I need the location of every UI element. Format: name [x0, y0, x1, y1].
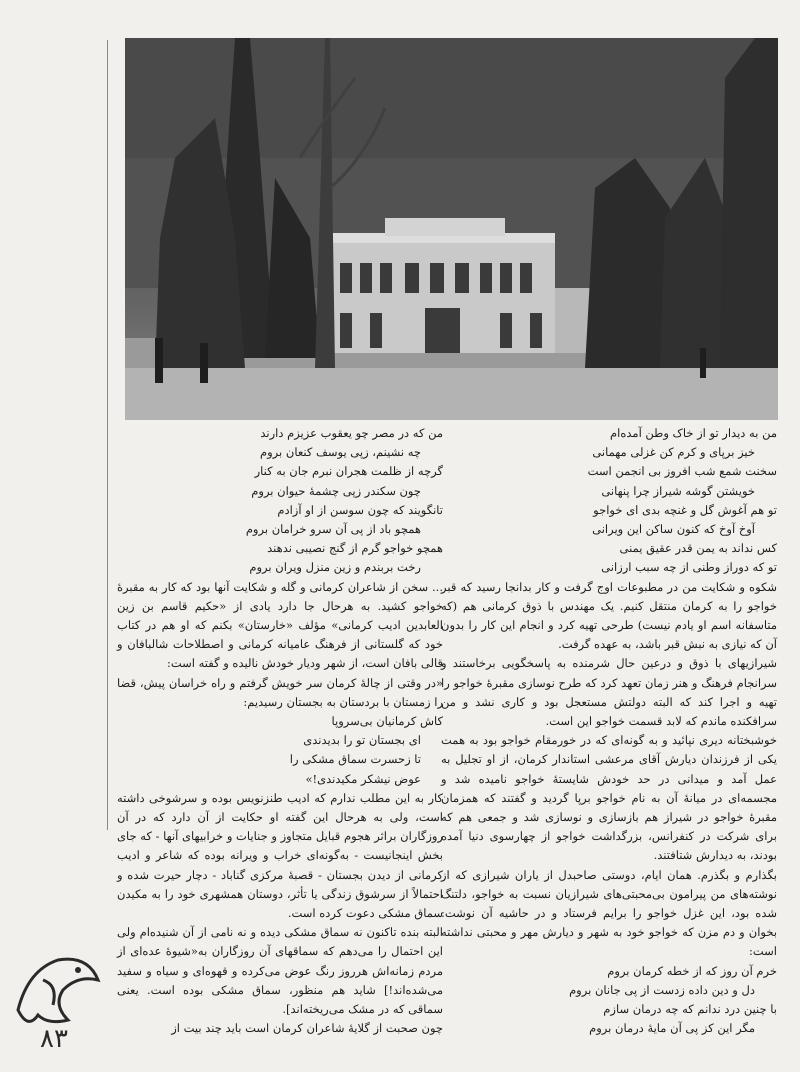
verse-line: عوض نیشکر مکیدندی!»	[305, 771, 421, 786]
paragraph: چون صحبت از گلایهٔ شاعران کرمان است باید چند بیت از	[171, 1021, 443, 1036]
paragraph: «در وقتی از چالهٔ کرمان سر خویش گرفتم و راه خراسان پیش، قضا را زمستان با بردستان به بجستان رسیدیم:	[117, 675, 443, 709]
paragraph: شکوه و شکایت من در مطبوعات اوج گرفت و کار بدانجا رسید که قبر خواجو را به کرمان منتقل کنیم. یک مهندس با ذوق کرمانی هم (که متاسفانه اسم او یادم نیست) طرحی تهیه کرد و انجام این کار را بدون آن که نیازی به نبش قبر باشد، به عهده گرفت.	[441, 579, 777, 652]
verse-line: با چنین درد ندانم که چه درمان سازم	[603, 1002, 777, 1017]
verse-line: کاش کرمانیان بی‌سروپا	[331, 714, 443, 729]
verse-line: تانگویند که چون سوسن از او آزادم	[277, 502, 443, 517]
verse-line: تو هم آغوش گل و غنچه بدی ای خواجو	[593, 502, 777, 517]
verse-line: من به دیدار تو از خاک وطن آمده‌ام	[610, 426, 777, 440]
verse-line: خیز برپای و کرم کن غزلی مهمانی	[592, 445, 755, 460]
paragraph: شیرازیهای با ذوق و درعین حال شرمنده به پاسخگویی برخاستند و سرانجام فرهنگ و هنر زمان تعهد کرد که طرح نوسازی مقبرهٔ خواجو را تهیه و اجرا کند که البته دولتش مستعجل بود و کاری نشد و من سرافکنده ماندم که لابد قسمت خواجو این است.	[441, 656, 777, 729]
text-column-right	[441, 424, 777, 1039]
verse-line: کس نداند به یمن قدر عقیق یمنی	[619, 541, 777, 556]
verse-line: ای بجستان تو را بدیدندی	[303, 733, 421, 748]
paragraph: خوشبختانه دیری نپائید و به گونه‌ای که در خورمقام خواجو بود به همت یکی از فرزندان دیارش آقای مرعشی استاندار کرمان، از او تجلیل به عمل آمد و میدانی در حد خودش شایستهٔ خواجو نامیده شد و مجسمه‌ای در میانهٔ آن به نام خواجو برپا گردید و گفتند که همزمان مقبرهٔ خواجو در شیراز هم بازسازی و نوسازی شد و جمعی هم که برای شرکت در کنفرانس، بزرگداشت خواجو از چهارسوی دنیا آمده بودند، به دیدارش شتافتند.	[441, 733, 777, 863]
verse-line: تو که دوراز وطنی از چه سبب ارزانی	[601, 560, 777, 575]
paragraph: البته بنده تاکنون نه سماق مشکی دیده و نه نامی از آن شنیده‌ام ولی این احتمال را می‌دهم که سماقهای آن روزگاران به‌«شیوهٔ عده‌ای از مردم زمانه‌اش هرروز رنگ عوض می‌کرده و قهوه‌ای و سیاه و سفید می‌شده‌اند!] شاید هم منظور، سماق مشکی بوده است. یعنی سماقی که در مشک می‌ریخته‌اند].	[117, 925, 443, 1017]
verse-line: خویشتن گوشه شیراز چرا پنهانی	[601, 483, 755, 498]
verse-line: تا زحسرت سماق مشکی را	[289, 752, 421, 767]
column-rule	[107, 40, 108, 830]
verse-line: رخت بربندم و زین منزل ویران بروم	[249, 560, 421, 575]
photo-building	[125, 38, 778, 420]
paragraph: بگذارم و بگذرم. همان ایام، دوستی صاحبدل از یاران شیرازی که از نوشته‌های من پیرامون بی‌محبتی‌های شیرازیان نسبت به خواجو، دلتنگ شده بود، این غزل خواجو را برایم فرستاد و در حاشیه آن نوشت: بخوان و دم مزن که خواجو خود به شهر و دیارش مهر و محبتی نداشته است:	[441, 867, 777, 959]
verse-line: آوخ آوخ که کنون ساکن این ویرانی	[592, 522, 755, 537]
text-column-left	[117, 424, 443, 1039]
verse-line: گرچه از ظلمت هجران نبرم جان به کنار	[254, 464, 443, 479]
verse-line: چه نشینم، زپی یوسف کنعان بروم	[260, 445, 421, 460]
verse-line: همچو خواجو گرم از گنج نصیبی ندهند	[267, 541, 443, 556]
verse-line: دل و دین داده زدست از پی جانان بروم	[569, 982, 755, 997]
verse-line: مگر این کز پی آن مایهٔ درمان بروم	[589, 1021, 755, 1036]
page-number: ۸۳	[40, 1024, 68, 1054]
verse-line: همچو باد از پی آن سرو خرامان بروم	[245, 522, 421, 537]
paragraph: ... سخن از شاعران کرمانی و گله و شکایت آنها بود که کار به مقبرهٔ خواجو کشید. به هرحال جا دارد یادی از «حکیم قاسم بن زین العابدین ادیب کرمانی» مؤلف «خارستان» بکنم که او هم در کتاب خود که گلستانی از فرهنگ عامیانه کرمانی و اصطلاحات شالبافان و قالی بافان است، از شهر ودیار خودش نالیده و گفته است:	[117, 579, 443, 671]
paragraph: کار به این مطلب ندارم که ادیب طنزنویس بوده و سرشوخی داشته است، ولی به هرحال این گفته او حکایت از آن دارد که در آن روزگاران براثر هجوم قبایل متجاوز و جنایات و خرابیهای آنها - که جای بخش اینجانیست - به‌گونه‌ای خراب و ویرانه بوده که شاعر و ادیب کرمانی از دیدن بجستان - قصبهٔ مرکزی گناباد - دچار حیرت شده و احتمالاً از سرشوق زندگی یا تأثر، دوستان همشهری خود را به مکیدن سماق مشکی دعوت کرده است.	[117, 790, 443, 921]
verse-line: خرم آن روز که از خطه کرمان بروم	[607, 963, 777, 978]
verse-line: چون سکندر زپی چشمهٔ حیوان بروم	[251, 483, 421, 498]
verse-line: من که در مصر چو یعقوب عزیزم دارند	[260, 426, 443, 440]
verse-line: سخنت شمع شب افروز بی انجمن است	[587, 464, 777, 479]
